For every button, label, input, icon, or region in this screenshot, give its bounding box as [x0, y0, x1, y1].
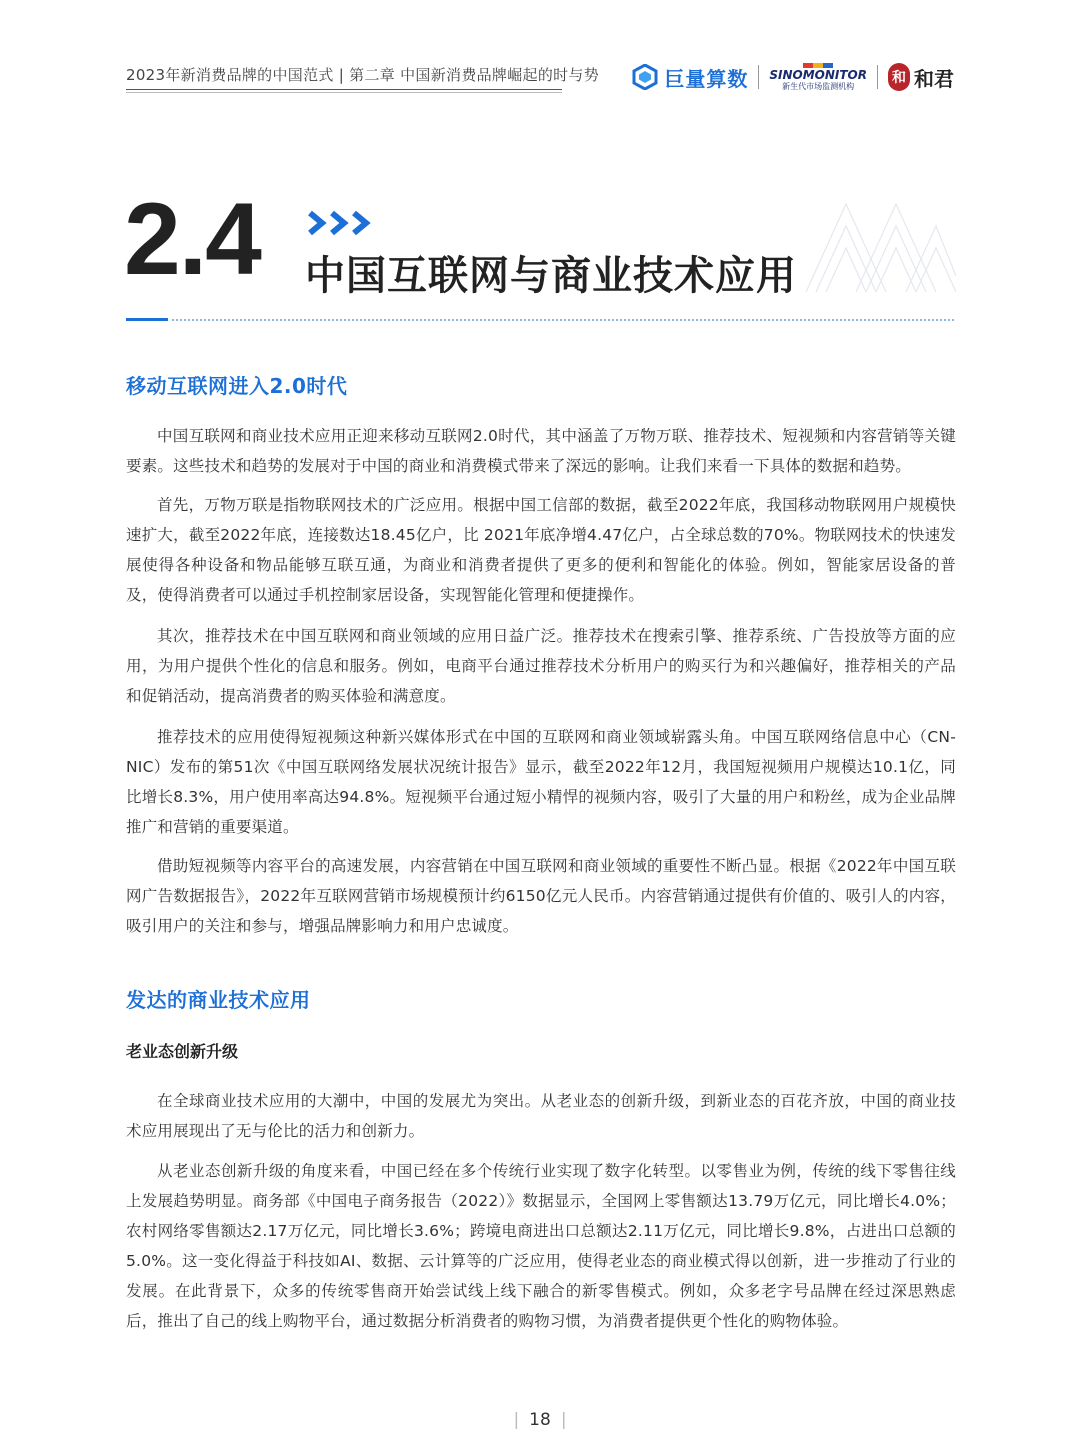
logo-separator: [758, 65, 759, 89]
page-number-right-bar: |: [560, 1410, 567, 1430]
paragraph-global-trend: 在全球商业技术应用的大潮中，中国的发展尤为突出。从老业态的创新升级，到新业态的百花齐放，中国的商业技术应用展现出了无与伦比的活力和创新力。: [126, 1092, 956, 1140]
sinomonitor-logo-subtext: 新生代市场监测机构: [782, 82, 855, 91]
subheading-old-business: 老业态创新升级: [126, 1042, 239, 1061]
header-rule-thin: [126, 92, 562, 93]
paragraph-short-video: 推荐技术的应用使得短视频这种新兴媒体形式在中国的互联网和商业领域崭露头角。中国互联网络信息中心（CN-NIC）发布的第51次《中国互联网络发展状况统计报告》显示，截至2022年12月，我国短视频用户规模达10.1亿，同比增长8.3%，用户使用率高达94.8%。短视频平台通过短小精悍的视频内容，吸引了大量的用户和粉丝，成为企业品牌推广和营销的重要渠道。: [126, 728, 956, 836]
decorative-lines-icon: [806, 196, 956, 292]
page-number-value: 18: [529, 1410, 551, 1430]
sinomonitor-logo-text: SINOMONITOR: [769, 68, 867, 82]
hejun-logo-text: 和君: [914, 66, 954, 91]
running-header-title: 2023年新消费品牌的中国范式 | 第二章 中国新消费品牌崛起的时与势: [126, 66, 600, 84]
paragraph-intro: 中国互联网和商业技术应用正迎来移动互联网2.0时代，其中涵盖了万物万联、推荐技术、短视频和内容营销等关键要素。这些技术和趋势的发展对于中国的商业和消费模式带来了深远的影响。让我们来看一下具体的数据和趋势。: [126, 427, 956, 475]
header-rule: [126, 89, 562, 90]
header-logos: [632, 60, 954, 94]
paragraph-retail-transformation: 从老业态创新升级的角度来看，中国已经在多个传统行业实现了数字化转型。以零售业为例，传统的线下零售往线上发展趋势明显。商务部《中国电子商务报告（2022）》数据显示，全国网上零售额达13.79万亿元，同比增长4.0%；农村网络零售额达2.17万亿元，同比增长3.6%；跨境电商进出口总额达2.11万亿元，同比增长9.8%，占进出口总额的5.0%。这一变化得益于科技如AI、数据、云计算等的广泛应用，使得老业态的商业模式得以创新，进一步推动了行业的发展。在此背景下，众多的传统零售商开始尝试线上线下融合的新零售模式。例如，众多老字号品牌在经过深思熟虑后，推出了自己的线上购物平台，通过数据分析消费者的购物习惯，为消费者提供更个性化的购物体验。: [126, 1162, 956, 1330]
logo-separator: [877, 65, 878, 89]
paragraph-iot: 首先，万物万联是指物联网技术的广泛应用。根据中国工信部的数据，截至2022年底，我国移动物联网用户规模快速扩大，截至2022年底，连接数达18.45亿户，比 2021年底净增4.47亿户，占全球总数的70%。物联网技术的快速发展使得各种设备和物品能够互联互通，为商业和消费者提供了更多的便利和智能化的体验。例如，智能家居设备的普及，使得消费者可以通过手机控制家居设备，实现智能化管理和便捷操作。: [126, 496, 956, 604]
juliang-logo: [632, 63, 748, 92]
page-number: [0, 1410, 1080, 1430]
juliang-logo-icon: [632, 64, 658, 90]
sinomonitor-logo: [769, 63, 867, 91]
heading-mobile-internet: 移动互联网进入2.0时代: [126, 374, 348, 398]
section-title: 中国互联网与商业技术应用: [305, 253, 797, 299]
section-number: 2.4: [124, 182, 260, 296]
paragraph-content-marketing: 借助短视频等内容平台的高速发展，内容营销在中国互联网和商业领域的重要性不断凸显。根据《2022年中国互联网广告数据报告》，2022年互联网营销市场规模预计约6150亿元人民币。内容营销通过提供有价值的、吸引人的内容，吸引用户的关注和参与，增强品牌影响力和用户忠诚度。: [126, 857, 956, 935]
title-accent-bar: [126, 318, 168, 321]
title-dotted-rule: [172, 319, 954, 321]
hejun-logo: [888, 63, 954, 92]
heading-business-tech: 发达的商业技术应用: [126, 988, 311, 1012]
hejun-seal-icon: 和: [888, 63, 910, 91]
page-number-left-bar: |: [513, 1410, 520, 1430]
juliang-logo-text: 巨量算数: [664, 66, 749, 91]
paragraph-recommendation: 其次，推荐技术在中国互联网和商业领域的应用日益广泛。推荐技术在搜索引擎、推荐系统、广告投放等方面的应用，为用户提供个性化的信息和服务。例如，电商平台通过推荐技术分析用户的购买行为和兴趣偏好，推荐相关的产品和促销活动，提高消费者的购买体验和满意度。: [126, 627, 956, 705]
chevron-arrows-icon: [306, 210, 378, 236]
